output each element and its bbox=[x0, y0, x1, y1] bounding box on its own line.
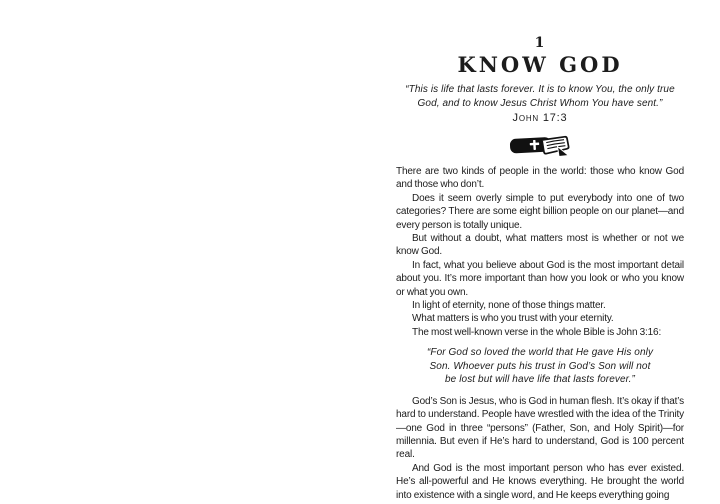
verse-line: Son. Whoever puts his trust in God’s Son will not bbox=[429, 360, 651, 372]
epigraph-line: God, and to know Jesus Christ Whom You have sent.” bbox=[417, 97, 663, 109]
verse-line: be lost but will have life that lasts forever.” bbox=[445, 374, 635, 386]
chapter-number: 1 bbox=[534, 35, 546, 51]
chapter-title: KNOW GOD bbox=[457, 52, 623, 77]
epigraph-reference: John 17:3 bbox=[512, 112, 568, 124]
paragraph: The most well-known verse in the whole Bible is John 3:16: bbox=[412, 326, 662, 338]
chapter-epigraph bbox=[396, 83, 684, 110]
paragraph: In light of eternity, none of those things matter. bbox=[412, 300, 606, 312]
page-content bbox=[360, 0, 720, 504]
bible-icon bbox=[396, 132, 684, 159]
verse-line: “For God so loved the world that He gave His only bbox=[426, 347, 654, 359]
chapter-body bbox=[396, 165, 684, 502]
paragraph: And God is the most important person who has ever existed. He’s all-powerful and He knows everything. He brought the world into existence with a single word, and He keeps everything going bbox=[396, 462, 684, 501]
page-right bbox=[360, 0, 720, 504]
epigraph-line: “This is life that lasts forever. It is to know You, the only true bbox=[405, 84, 675, 95]
paragraph: There are two kinds of people in the world: those who know God and those who don’t. bbox=[396, 166, 684, 191]
paragraph: Does it seem overly simple to put everybody into one of two categories? There are some eight billion people on our planet—and every person is totally unique. bbox=[396, 192, 684, 231]
paragraph: God’s Son is Jesus, who is God in human flesh. It’s okay if that’s hard to understand. People have wrestled with the idea of the Trinity—one God in three “persons” (Father, Son, and Holy Spirit)—for millennia. But even if He’s hard to understand, God is 100 percent real. bbox=[396, 395, 684, 461]
paragraph: What matters is who you trust with your eternity. bbox=[412, 313, 614, 325]
paragraph: But without a doubt, what matters most is whether or not we know God. bbox=[396, 233, 684, 258]
verse-quote bbox=[396, 346, 684, 387]
bible-with-cross-and-pages-graphic bbox=[509, 132, 571, 159]
paragraph: In fact, what you believe about God is the most important detail about you. It’s more important than how you look or who you know or what you own. bbox=[396, 259, 684, 298]
